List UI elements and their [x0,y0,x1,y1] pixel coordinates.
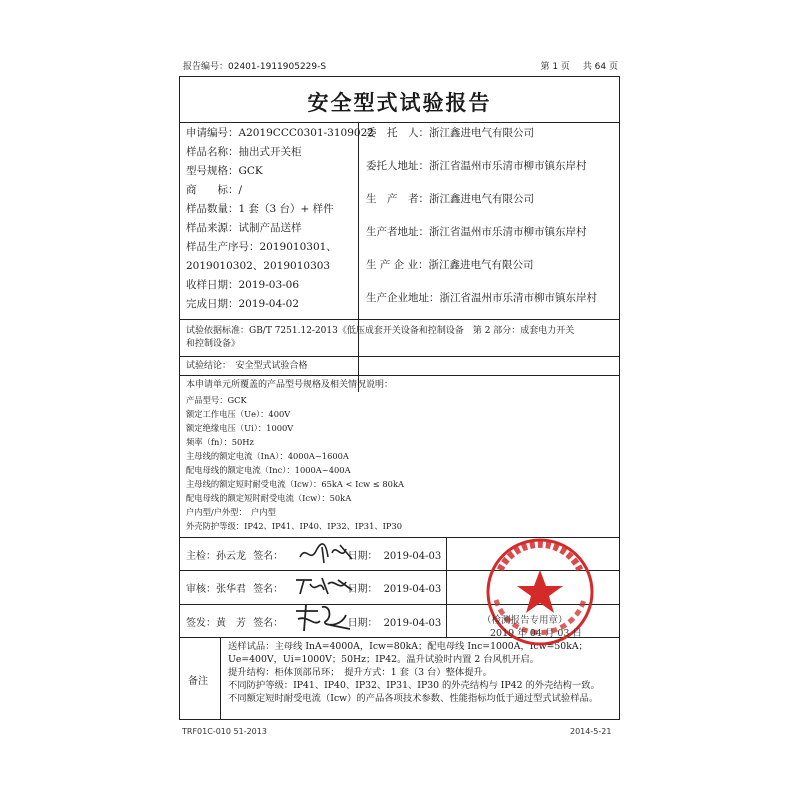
spec-line: 额定工作电压（Ue）：400V [186,409,291,419]
spec-line: 主母线的额定短时耐受电流（Icw）：65kA < Icw ≤ 80kA [186,479,404,489]
field-trademark: 商 标：/ [186,184,243,196]
field-received-date: 收样日期：2019-03-06 [186,279,300,291]
remark-line: 不同防护等级：IP41、IP40、IP32、IP31、IP30 的外壳结构与 IP42 的外壳结构一致。 [228,680,600,691]
spec-line: 户内型/户外型： 户内型 [186,507,276,517]
divider [180,122,619,123]
report-number: 报告编号：02401-1911905229-S [183,62,327,72]
seal-date: 2019 年 04 月 03 日 [490,628,582,639]
remark-line: 不同额定短时耐受电流（Icw）的产品各项技术参数、性能指标均低于通过型式试验样品。 [228,693,599,704]
remark-line: Ue=400V，Ui=1000V；50Hz；IP42。温升试验时内置 2 台风机开启。 [228,654,540,665]
field-completed-date: 完成日期：2019-04-02 [186,298,300,310]
seal-note: （检测报告专用章） [482,615,568,626]
official-seal-icon [470,530,610,670]
spec-intro: 本申请单元所覆盖的产品型号规格及相关情况说明： [186,380,394,390]
spec-line: 额定绝缘电压（Ui）：1000V [186,423,294,433]
page-current: 第 1 页 [540,62,570,72]
field-sample-source: 样品来源：试制产品送样 [186,222,302,234]
field-serial-no: 样品生产序号：2019010301、 [186,241,337,253]
signature-row-inspector: 主检：孙云龙 签名： 日期： 2019-04-03 [186,551,442,562]
field-sample-name: 样品名称：抽出式开关柜 [186,146,302,158]
remarks-label: 备注 [188,676,208,687]
column-divider [446,537,447,637]
handwritten-signature [290,601,356,637]
spec-line: 主母线的额定电流（InA）：4000A~1600A [186,451,349,461]
field-factory-address: 生产企业地址：浙江省温州市乐清市柳市镇东岸村 [366,292,597,304]
field-serial-no-cont: 2019010302、2019010303 [186,260,331,272]
field-manufacturer: 生 产 者：浙江鑫进电气有限公司 [366,193,534,205]
page-header [183,60,618,74]
form-number: TRF01C-010 51-2013 [182,727,267,736]
test-conclusion: 试验结论： 安全型式试验合格 [186,361,308,371]
field-client-address: 委托人地址：浙江省温州市乐清市柳市镇东岸村 [366,160,587,172]
spec-line: 配电母线的额定电流（Inc）：1000A~400A [186,465,351,475]
spec-line: 产品型号：GCK [186,395,247,405]
test-basis: 试验依据标准：GB/T 7251.12-2013《低压成套开关设备和控制设备 第 2 部分：成套电力开关 和控制设备》 [186,326,575,349]
remark-line: 提升结构：柜体顶部吊环； 提升方式：1 套（3 台）整体提升。 [228,667,493,678]
spec-line: 配电母线的额定短时耐受电流（Icw）：50kA [186,493,352,503]
remark-line: 送样试品：主母线 InA=4000A，Icw=80kA；配电母线 Inc=1000A，Icw=50kA； [228,641,588,652]
divider [180,319,619,320]
handwritten-signature [292,572,358,600]
divider [180,375,619,376]
report-title: 安全型式试验报告 [307,91,492,115]
column-divider [220,637,221,719]
field-factory: 生 产 企 业：浙江鑫进电气有限公司 [366,259,534,271]
page-total: 共 64 页 [582,62,618,72]
field-manufacturer-address: 生产者地址：浙江省温州市乐清市柳市镇东岸村 [366,226,587,238]
column-divider [358,122,359,392]
signature-row-reviewer: 审核：张华君 签名： 日期： 2019-04-03 [186,584,442,595]
handwritten-signature [296,539,356,567]
field-client: 委 托 人：浙江鑫进电气有限公司 [366,127,534,139]
signature-row-approver: 签发：黄 芳 签名： 日期： 2019-04-03 [186,618,442,629]
divider [180,356,619,357]
spec-line: 频率（fn）：50Hz [186,437,254,447]
spec-line: 外壳防护等级：IP42、IP41、IP40、IP32、IP31、IP30 [186,521,403,531]
page-indicator [530,60,618,74]
field-application-no: 申请编号：A2019CCC0301-3109022 [186,127,374,139]
field-sample-quantity: 样品数量：1 套（3 台）+ 样件 [186,203,334,215]
form-date: 2014-5-21 [570,727,612,736]
field-model: 型号规格：GCK [186,165,263,177]
